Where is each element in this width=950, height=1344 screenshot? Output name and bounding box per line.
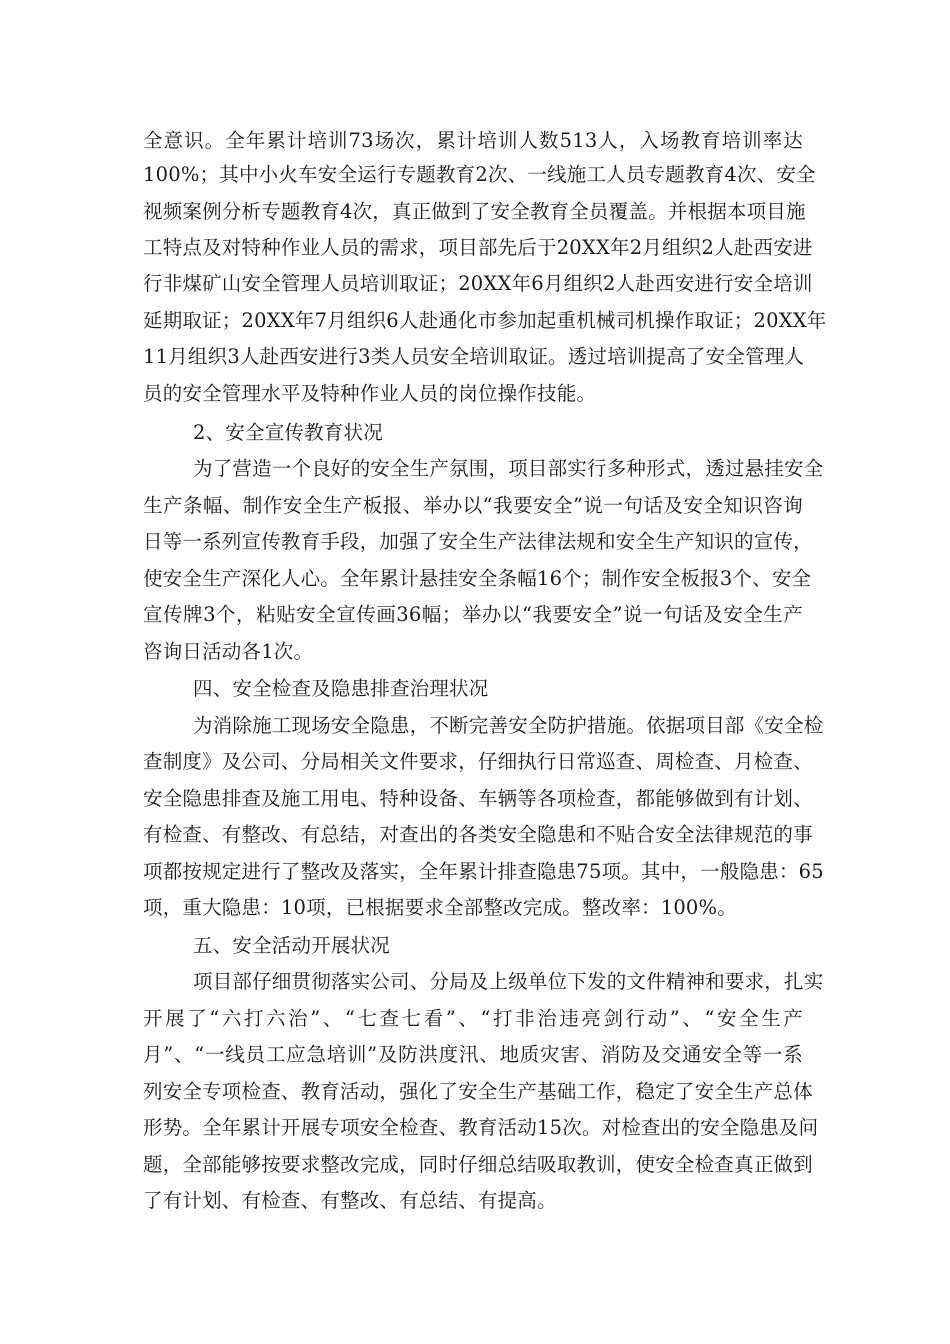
paragraph-line: 列安全专项检查、教育活动，强化了安全生产基础工作，稳定了安全生产总体 [143, 1080, 813, 1103]
paragraph-line: 工特点及对特种作业人员的需求，项目部先后于20XX年2月组织2人赴西安进 [143, 236, 813, 259]
paragraph-line: 行非煤矿山安全管理人员培训取证；20XX年6月组织2人赴西安进行安全培训 [143, 272, 813, 295]
paragraph-line: 全意识。全年累计培训73场次，累计培训人数513人，入场教育培训率达 [143, 129, 803, 152]
paragraph-line: 形势。全年累计开展专项安全检查、教育活动15次。对检查出的安全隐患及问 [143, 1116, 819, 1139]
paragraph-line: 视频案例分析专题教育4次，真正做到了安全教育全员覆盖。并根据本项目施 [143, 200, 806, 223]
paragraph-line: 为了营造一个良好的安全生产氛围，项目部实行多种形式，透过悬挂安全 [193, 457, 824, 480]
section-heading: 四、安全检查及隐患排查治理状况 [193, 677, 489, 700]
paragraph-line: 月”、“一线员工应急培训”及防洪度汛、地质灾害、消防及交通安全等一系 [143, 1043, 803, 1066]
paragraph-line: 员的安全管理水平及特种作业人员的岗位操作技能。 [143, 382, 597, 405]
paragraph-line: 项都按规定进行了整改及落实，全年累计排查隐患75项。其中，一般隐患：65 [143, 860, 824, 883]
paragraph-line: 使安全生产深化人心。全年累计悬挂安全条幅16个；制作安全板报3个、安全 [143, 567, 812, 590]
section-heading: 五、安全活动开展状况 [193, 934, 391, 957]
paragraph-line: 开展了“六打六治”、“七查七看”、“打非治违亮剑行动”、“安全生产 [143, 1007, 803, 1030]
paragraph-line: 有检查、有整改、有总结，对查出的各类安全隐患和不贴合安全法律规范的事 [143, 823, 813, 846]
paragraph-line: 延期取证；20XX年7月组织6人赴通化市参加起重机械司机操作取证；20XX年 [143, 309, 827, 332]
paragraph-line: 咨询日活动各1次。 [143, 640, 314, 663]
paragraph-line: 生产条幅、制作安全生产板报、举办以“我要安全”说一句话及安全知识咨询 [143, 494, 803, 517]
paragraph-line: 11月组织3人赴西安进行3类人员安全培训取证。透过培训提高了安全管理人 [143, 345, 805, 368]
paragraph-line: 100%；其中小火车安全运行专题教育2次、一线施工人员专题教育4次、安全 [143, 163, 816, 186]
paragraph-line: 了有计划、有检查、有整改、有总结、有提高。 [143, 1189, 557, 1212]
paragraph-line: 安全隐患排查及施工用电、特种设备、车辆等各项检查，都能够做到有计划、 [143, 787, 813, 810]
paragraph-line: 查制度》及公司、分局相关文件要求，仔细执行日常巡查、周检查、月检查、 [143, 750, 813, 773]
paragraph-line: 宣传牌3个，粘贴安全宣传画36幅；举办以“我要安全”说一句话及安全生产 [143, 603, 803, 626]
paragraph-line: 日等一系列宣传教育手段，加强了安全生产法律法规和安全生产知识的宣传， [143, 530, 813, 553]
paragraph-line: 项，重大隐患：10项，已根据要求全部整改完成。整改率：100%。 [143, 896, 737, 919]
paragraph-line: 项目部仔细贯彻落实公司、分局及上级单位下发的文件精神和要求，扎实 [193, 970, 824, 993]
paragraph-line: 题，全部能够按要求整改完成，同时仔细总结吸取教训，使安全检查真正做到 [143, 1153, 813, 1176]
section-heading: 2、安全宣传教育状况 [193, 421, 383, 444]
paragraph-line: 为消除施工现场安全隐患，不断完善安全防护措施。依据项目部《安全检 [193, 714, 824, 737]
